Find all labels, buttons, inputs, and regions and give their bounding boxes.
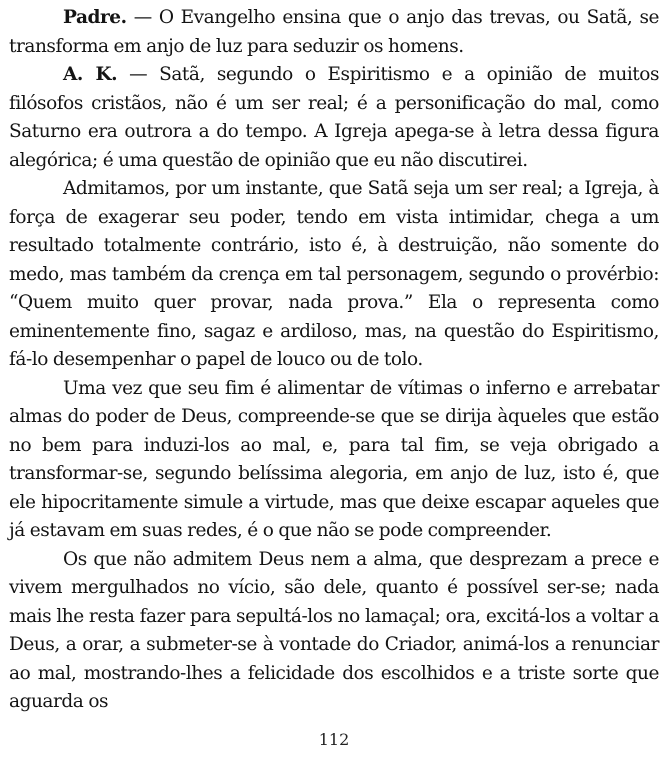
book-page	[9, 0, 659, 762]
dialogue-paragraph-priest	[9, 4, 659, 61]
paragraph: Os que não admitem Deus nem a alma, que desprezam a prece e vivem mergulhados no vício, são dele, quanto é possível ser-se; nada mais lhe resta fazer para sepultá-los no lamaçal; ora, excitá-los a voltar a Deus, a orar, a submeter-se à vontade do Criador, animá-los a renunciar ao mal, mostrando-lhes a felicidade dos escolhidos e a triste sorte que aguarda os	[9, 548, 659, 712]
paragraph: Uma vez que seu fim é alimentar de vítimas o inferno e arrebatar almas do poder de Deus, compreende-se que se dirija àqueles que estão no bem para induzi-los ao mal, e, para tal fim, se veja obrigado a transformar-se, segundo belíssima alegoria, em anjo de luz, isto é, que ele hipocritamente simule a virtude, mas que deixe escapar aqueles que já estavam em suas redes, é o que não se pode compreender.	[9, 377, 659, 541]
body-text	[9, 4, 659, 717]
dialogue-text: — Satã, segundo o Espiritismo e a opinião de muitos filósofos cristãos, não é um ser real; é a personificação do mal, como Saturno era outrora a do tempo. A Igreja apega-se à letra dessa figura alegórica; é uma questão de opinião que eu não discutirei.	[9, 64, 659, 171]
speaker-label: A. K.	[63, 64, 118, 85]
paragraph: Admitamos, por um instante, que Satã seja um ser real; a Igreja, à força de exagerar seu poder, tendo em vista intimidar, chega a um resultado totalmente contrário, isto é, à destruição, não somente do medo, mas também da crença em tal personagem, segundo o provérbio: “Quem muito quer provar, nada prova.” Ela o representa como eminentemente fino, sagaz e ardiloso, mas, na questão do Espiritismo, fá-lo desempenhar o papel de louco ou de tolo.	[9, 178, 659, 370]
dialogue-paragraph-ak	[9, 61, 659, 175]
page-number: 112	[318, 730, 350, 749]
speaker-label: Padre.	[63, 7, 127, 28]
dialogue-text: — O Evangelho ensina que o anjo das trevas, ou Satã, se transforma em anjo de luz para seduzir os homens.	[9, 7, 659, 57]
